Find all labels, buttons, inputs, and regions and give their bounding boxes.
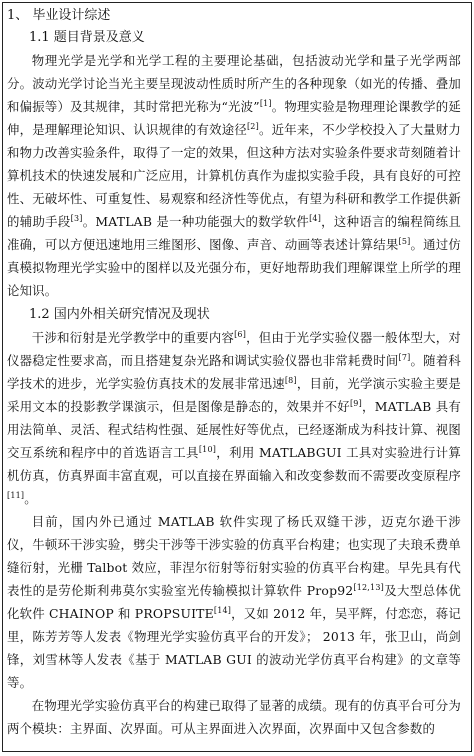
body-paragraph: 干涉和衍射是光学教学中的重要内容[6]，但由于光学实验仪器一般体型大，对仪器稳定性要求高，而且搭建复杂光路和调试实验仪器也非常耗费时间[7]。随着科学技术的进步，光学实验仿真技术的发展非常迅速[8]，目前，光学演示实验主要是采用文本的投影教学课演示，但是图像是静态的，效果并不好[9]，MATLAB 具有用法简单、灵活、程式结构性强、延展性好等优点，已经逐渐成为科技计算、视图交互系统和程序中的首选语言工具[10]，利用 MATLABGUI 工具对实验进行计算机仿真，仿真界面丰富直观，可以直接在界面输入和改变参数而不需要改变原程序[11]。 (7, 329, 461, 506)
citation-marker: [14] (213, 605, 232, 615)
section-heading: 1.2 国内外相关研究情况及现状 (29, 307, 210, 322)
citation-marker: [6] (234, 329, 247, 339)
citation-marker: [9] (349, 398, 362, 408)
citation-marker: [1] (259, 98, 272, 108)
document-page (2, 2, 472, 752)
citation-marker: [7] (398, 352, 411, 362)
citation-marker: [11] (7, 490, 25, 500)
citation-marker: [5] (398, 236, 411, 246)
citation-marker: [4] (309, 213, 322, 223)
citation-marker: [10] (198, 444, 217, 454)
citation-marker: [12,13] (353, 582, 384, 592)
sections-container (7, 28, 461, 740)
section-heading: 1.1 题目背景及意义 (29, 30, 145, 45)
citation-marker: [8] (284, 375, 297, 385)
citation-marker: [3] (70, 213, 83, 223)
chapter-heading: 1、 毕业设计综述 (7, 8, 111, 23)
citation-marker: [2] (246, 121, 259, 131)
body-paragraph: 物理光学是光学和光学工程的主要理论基础，包括波动光学和量子光学两部分。波动光学讨论当光主要呈现波动性质时所产生的各种现象（如光的传播、叠加和偏振等）及其规律，其时常把光称为“光波”[1]。物理实验是物理理论课教学的延伸，是理解理论知识、认识规律的有效途径[2]。近年来，不少学校投入了大量财力和物力改善实验条件，取得了一定的效果，但这种方法对实验条件要求苛刻随着计算机技术的快速发展和广泛应用，计算机仿真作为虚拟实验手段，具有良好的可控性、无破坏性、可重复性、易观察和经济性等优点，有望为科研和教学工作提供新的辅助手段[3]。MATLAB 是一种功能强大的数学软件[4]，这种语言的编程简练且准确，可以方便迅速地用三维图形、图像、声音、动画等表述计算结果[5]。通过仿真模拟物理光学实验中的图样以及光强分布，更好地帮助我们理解课堂上所学的理论知识。 (7, 53, 461, 298)
body-paragraph: 在物理光学实验仿真平台的构建已取得了显著的成绩。现有的仿真平台可分为两个模块：主界面、次界面。可从主界面进入次界面，次界面中又包含参数的 (7, 698, 461, 736)
body-paragraph: 目前，国内外已通过 MATLAB 软件实现了杨氏双缝干涉，迈克尔逊干涉仪，牛顿环干涉实验，劈尖干涉等干涉实验的仿真平台构建；也实现了夫琅禾费单缝衍射，光栅 Talbot 效应，菲涅尔衍射等衍射实验的仿真平台构建。早先具有代表性的是劳伦斯利弗莫尔实验室光传输模拟计算软件 Prop92[12,13]及大型总体优化软件 CHAINOP 和 PROPSUITE[14]，又如 2012 年，吴平辉，付恋恋，蒋记里，陈芳芳等人发表《物理光学实验仿真平台的开发》； 2013 年，张卫山，尚剑锋，刘雪林等人发表《基于 MATLAB GUI 的波动光学仿真平台构建》的文章等等。 (7, 514, 461, 690)
